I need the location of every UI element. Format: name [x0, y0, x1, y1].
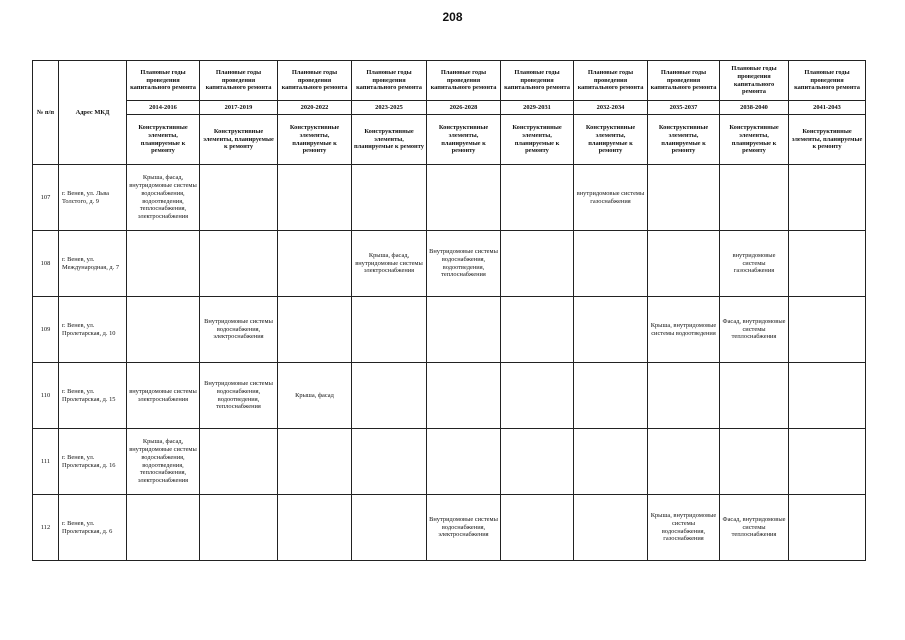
row-cell	[648, 165, 720, 231]
row-cell	[501, 231, 574, 297]
row-cell	[789, 495, 866, 561]
row-cell	[789, 297, 866, 363]
row-cell	[278, 231, 352, 297]
elements-heading: Конструктивные элементы, планируемые к ремонту	[278, 115, 352, 165]
table-row	[33, 429, 866, 495]
period-heading: Плановые годы проведения капитального ремонта	[648, 61, 720, 101]
row-address: г. Венев, ул. Пролетарская, д. 10	[59, 297, 127, 363]
row-cell	[278, 297, 352, 363]
period-heading: Плановые годы проведения капитального ремонта	[200, 61, 278, 101]
row-cell	[720, 429, 789, 495]
row-cell	[352, 297, 427, 363]
row-cell	[501, 363, 574, 429]
period-heading: Плановые годы проведения капитального ремонта	[501, 61, 574, 101]
header-row-elements	[33, 115, 866, 165]
row-cell	[127, 231, 200, 297]
row-number: 111	[33, 429, 59, 495]
col-number-header: № п/п	[33, 61, 59, 165]
row-address: г. Венев, ул. Международная, д. 7	[59, 231, 127, 297]
row-cell	[574, 429, 648, 495]
row-address: г. Венев, ул. Пролетарская, д. 6	[59, 495, 127, 561]
period-heading: Плановые годы проведения капитального ремонта	[720, 61, 789, 101]
row-cell: Внутридомовые системы водоснабжения, водоотведения, теплоснабжения	[427, 231, 501, 297]
period-years: 2017-2019	[200, 101, 278, 115]
row-cell: Внутридомовые системы водоснабжения, электроснабжения	[427, 495, 501, 561]
table-row	[33, 231, 866, 297]
row-cell	[789, 363, 866, 429]
row-cell	[501, 297, 574, 363]
row-cell	[501, 495, 574, 561]
row-cell	[127, 297, 200, 363]
elements-heading: Конструктивные элементы, планируемые к ремонту	[648, 115, 720, 165]
row-cell	[200, 165, 278, 231]
row-cell: Крыша, фасад, внутридомовые системы водоснабжения, водоотведения, теплоснабжения, электроснабжения	[127, 429, 200, 495]
row-cell	[648, 231, 720, 297]
row-number: 108	[33, 231, 59, 297]
period-heading: Плановые годы проведения капитального ремонта	[427, 61, 501, 101]
period-years: 2014-2016	[127, 101, 200, 115]
period-heading: Плановые годы проведения капитального ремонта	[352, 61, 427, 101]
table-row	[33, 495, 866, 561]
elements-heading: Конструктивные элементы, планируемые к ремонту	[352, 115, 427, 165]
elements-heading: Конструктивные элементы, планируемые к ремонту	[720, 115, 789, 165]
elements-heading: Конструктивные элементы, планируемые к ремонту	[501, 115, 574, 165]
row-cell	[648, 363, 720, 429]
row-cell: Крыша, внутридомовые системы водоснабжения, газоснабжения	[648, 495, 720, 561]
elements-heading: Конструктивные элементы, планируемые к ремонту	[427, 115, 501, 165]
row-cell	[574, 231, 648, 297]
row-cell	[427, 165, 501, 231]
table-row	[33, 363, 866, 429]
col-address-header: Адрес МКД	[59, 61, 127, 165]
capital-repair-table	[32, 60, 866, 561]
period-years: 2020-2022	[278, 101, 352, 115]
elements-heading: Конструктивные элементы, планируемые к ремонту	[200, 115, 278, 165]
row-cell	[127, 495, 200, 561]
row-cell	[200, 231, 278, 297]
row-cell: внутридомовые системы газоснабжения	[720, 231, 789, 297]
row-number: 107	[33, 165, 59, 231]
period-years: 2026-2028	[427, 101, 501, 115]
period-years: 2038-2040	[720, 101, 789, 115]
row-cell: Крыша, фасад	[278, 363, 352, 429]
row-cell	[720, 165, 789, 231]
row-cell	[278, 429, 352, 495]
period-years: 2029-2031	[501, 101, 574, 115]
row-cell	[501, 429, 574, 495]
table-row	[33, 297, 866, 363]
elements-heading: Конструктивные элементы, планируемые к ремонту	[127, 115, 200, 165]
row-cell	[720, 363, 789, 429]
row-cell: Крыша, фасад, внутридомовые системы водоснабжения, водоотведения, теплоснабжения, электроснабжения	[127, 165, 200, 231]
period-years: 2023-2025	[352, 101, 427, 115]
row-cell	[574, 495, 648, 561]
row-cell: Внутридомовые системы водоснабжения, водоотведения, теплоснабжения	[200, 363, 278, 429]
period-years: 2035-2037	[648, 101, 720, 115]
row-cell: внутридомовые системы электроснабжения	[127, 363, 200, 429]
row-cell	[789, 231, 866, 297]
row-cell: Крыша, фасад, внутридомовые системы электроснабжения	[352, 231, 427, 297]
row-cell: внутридомовые системы газоснабжения	[574, 165, 648, 231]
row-cell	[501, 165, 574, 231]
row-cell	[278, 495, 352, 561]
row-cell	[352, 165, 427, 231]
period-heading: Плановые годы проведения капитального ремонта	[278, 61, 352, 101]
row-number: 110	[33, 363, 59, 429]
row-cell: Фасад, внутридомовые системы теплоснабжения	[720, 495, 789, 561]
period-heading: Плановые годы проведения капитального ремонта	[574, 61, 648, 101]
period-years: 2032-2034	[574, 101, 648, 115]
period-heading: Плановые годы проведения капитального ремонта	[127, 61, 200, 101]
elements-heading: Конструктивные элементы, планируемые к ремонту	[789, 115, 866, 165]
row-cell	[200, 429, 278, 495]
row-cell	[574, 297, 648, 363]
row-number: 109	[33, 297, 59, 363]
header-row-periods	[33, 61, 866, 101]
row-cell	[574, 363, 648, 429]
row-cell	[352, 429, 427, 495]
row-cell	[427, 429, 501, 495]
elements-heading: Конструктивные элементы, планируемые к ремонту	[574, 115, 648, 165]
row-cell: Внутридомовые системы водоснабжения, электроснабжения	[200, 297, 278, 363]
row-cell	[200, 495, 278, 561]
row-cell	[427, 363, 501, 429]
row-cell: Крыша, внутридомовые системы водоотведения	[648, 297, 720, 363]
page-number: 208	[442, 10, 463, 24]
row-cell	[278, 165, 352, 231]
row-number: 112	[33, 495, 59, 561]
row-cell	[789, 429, 866, 495]
header-row-years	[33, 101, 866, 115]
row-cell	[352, 495, 427, 561]
table-row	[33, 165, 866, 231]
row-cell	[427, 297, 501, 363]
row-cell	[789, 165, 866, 231]
row-cell	[648, 429, 720, 495]
period-heading: Плановые годы проведения капитального ремонта	[789, 61, 866, 101]
row-address: г. Венев, ул. Льва Толстого, д. 9	[59, 165, 127, 231]
row-cell	[352, 363, 427, 429]
row-address: г. Венев, ул. Пролетарская, д. 15	[59, 363, 127, 429]
period-years: 2041-2043	[789, 101, 866, 115]
row-cell: Фасад, внутридомовые системы теплоснабжения	[720, 297, 789, 363]
row-address: г. Венев, ул. Пролетарская, д. 16	[59, 429, 127, 495]
